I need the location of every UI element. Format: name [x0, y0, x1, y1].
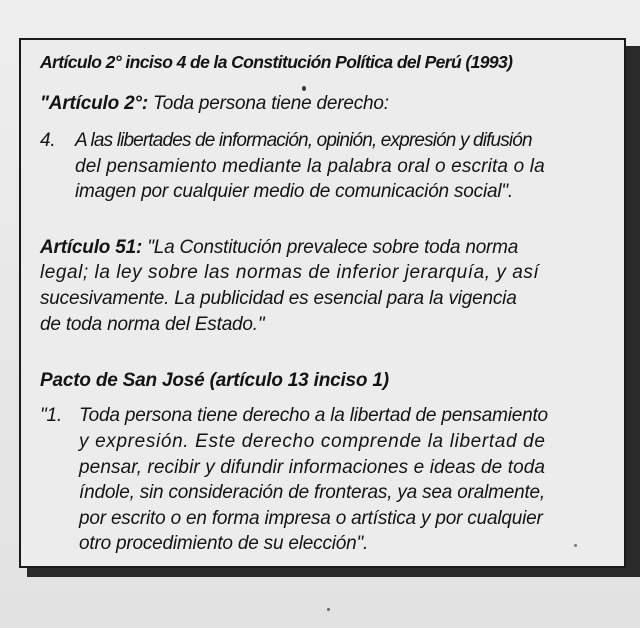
ink-speck [574, 544, 577, 547]
pacto-line-2: y expresión. Este derecho comprende la libertad de [79, 431, 546, 452]
pacto-line-6: otro procedimiento de su elección". [79, 533, 369, 554]
article-51-line-1 [40, 237, 518, 259]
article-2-line-2: del pensamiento mediante la palabra oral o escrita o la [75, 156, 545, 177]
pacto-line-5: por escrito o en forma impresa o artística y por cualquier [79, 508, 543, 529]
pacto-line-1: Toda persona tiene derecho a la libertad de pensamiento [79, 405, 548, 426]
article-2-label: "Artículo 2°: [40, 93, 148, 114]
constitution-heading: Artículo 2° inciso 4 de la Constitución Política del Perú (1993) [40, 52, 513, 72]
article-2-item-number: 4. [40, 130, 56, 151]
pacto-heading: Pacto de San José (artículo 13 inciso 1) [40, 370, 389, 391]
article-51-label: Artículo 51: [40, 237, 143, 258]
citation-box [19, 38, 626, 568]
pacto-line-4: índole, sin consideración de fronteras, ya sea oralmente, [79, 482, 545, 503]
article-51-first-line-text: "La Constitución prevalece sobre toda norma [142, 237, 519, 258]
article-51-line-2: legal; la ley sobre las normas de inferior jerarquía, y así [40, 262, 540, 283]
article-2-intro-text: Toda persona tiene derecho: [147, 93, 389, 114]
ink-speck [327, 608, 330, 611]
article-2-intro [40, 93, 389, 115]
ink-speck [302, 86, 306, 91]
pacto-line-3: pensar, recibir y difundir informaciones e ideas de toda [79, 457, 546, 478]
pacto-item-number: "1. [40, 405, 62, 426]
article-51-line-4: de toda norma del Estado." [40, 314, 265, 335]
article-2-line-3: imagen por cualquier medio de comunicación social". [75, 181, 514, 202]
article-2-line-1: A las libertades de información, opinión, expresión y difusión [75, 130, 532, 151]
article-51-line-3: sucesivamente. La publicidad es esencial para la vigencia [40, 288, 517, 309]
